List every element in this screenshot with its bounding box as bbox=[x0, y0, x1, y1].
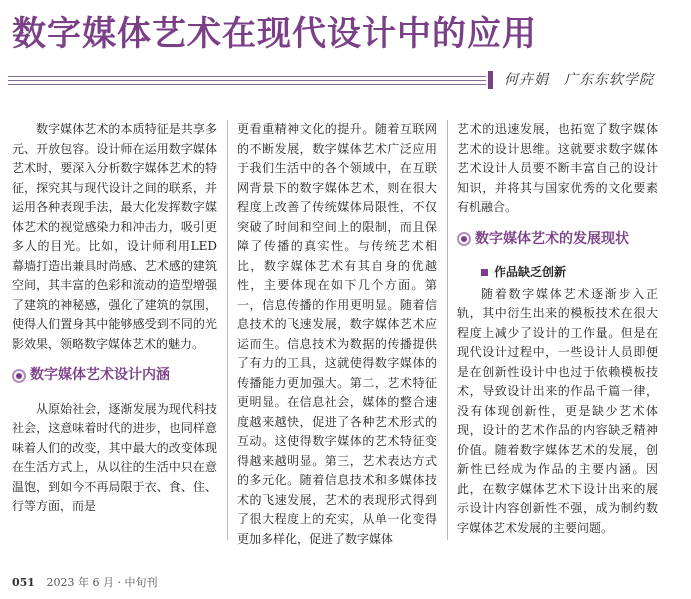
body-paragraph: 数字媒体艺术的本质特征是共享多元、开放包容。设计师在运用数字媒体艺术时，要深入分析数字媒体艺术的特征，探究其与现代设计之间的联系，并运用各种表现手法，最大化发挥数字媒体艺术的视觉感染力和冲击力，吸引更多人的目光。比如，设计师利用LED幕墙打造出兼具时尚感、艺术感的建筑空间，其丰富的色彩和流动的造型增强了建筑的神秘感，强化了建筑的氛围，使得人们置身其中能够感受到不同的光影效果，领略数字媒体艺术的魅力。 bbox=[12, 122, 217, 351]
body-paragraph: 随着数字媒体艺术逐渐步入正轨，其中衍生出来的模板技术在很大程度上减少了设计的工作量。但是在现代设计过程中，一些设计人员即便是在创新性设计中也过于依赖模板技术，导致设计出来的作品千篇一律，没有体现创新性，更是缺少艺术体现，设计的艺术作品的内容缺乏精神价值。随着数字媒体艺术的发展，创新性已经成为作品的主要内涵。因此，在数字媒体艺术下设计出来的展示设计内容创新性不强，成为制约数字媒体艺术发展的主要问题。 bbox=[457, 286, 658, 535]
column-1 bbox=[12, 120, 217, 560]
header-rule bbox=[8, 80, 486, 81]
page-number: 051 bbox=[12, 576, 35, 589]
body-paragraph: 更看重精神文化的提升。随着互联网的不断发展，数字媒体艺术广泛应用于我们生活中的各个领域中，在互联网背景下的数字媒体艺术，则在很大程度上改善了传统媒体局限性，不仅突破了时间和空间上的限制，而且保障了传播的真实性。与传统艺术相比，数字媒体艺术有其自身的优越性，主要体现在如下几个方面。第一，信息传播的作用更明显。随着信息技术的飞速发展，数字媒体艺术应运而生。信息技术为数据的传播提供了有力的工具，这就使得数字媒体的传播能力更加强大。第二，艺术特征更明显。在信息社会，媒体的整合速度越来越快，促进了各种艺术形式的互动。这使得数字媒体的艺术特征变得越来越明显。第三，艺术表达方式的多元化。随着信息技术和多媒体技术的飞速发展，艺术的表现形式得到了很大程度上的充实，从单一化变得更加多样化，促进了数字媒体 bbox=[237, 122, 437, 546]
author-line: 何卉娟 广东东软学院 bbox=[504, 72, 654, 88]
section-heading bbox=[12, 366, 217, 386]
section-heading-text: 数字媒体艺术的发展现状 bbox=[475, 230, 629, 247]
section-bullet-icon bbox=[457, 232, 471, 246]
square-bullet-icon bbox=[481, 269, 488, 276]
column-divider bbox=[227, 120, 228, 540]
column-3 bbox=[457, 120, 658, 560]
column-2 bbox=[237, 120, 437, 560]
author-marker bbox=[488, 71, 493, 89]
header-rule bbox=[8, 84, 486, 85]
body-paragraph: 从原始社会，逐渐发展为现代科技社会，这意味着时代的进步，也同样意味着人们的改变，其中最大的改变体现在生活方式上，从以往的生活中只在意温饱，到如今不再局限于衣、食、住、行等方面，而是 bbox=[12, 401, 217, 513]
author-bar bbox=[8, 68, 680, 92]
page-footer bbox=[12, 574, 157, 590]
body-paragraph: 艺术的迅速发展，也拓宽了数字媒体艺术的设计思维。这就要求数字媒体艺术设计人员要不断丰富自己的设计知识，并将其与国家优秀的文化要素有机融合。 bbox=[457, 122, 658, 214]
header-rule bbox=[8, 76, 486, 77]
section-bullet-icon bbox=[12, 369, 26, 383]
subsection-heading-text: 作品缺乏创新 bbox=[494, 265, 567, 279]
section-heading bbox=[457, 230, 658, 250]
article-title: 数字媒体艺术在现代设计中的应用 bbox=[12, 14, 537, 54]
issue-info: 2023 年 6 月 · 中旬刊 bbox=[46, 576, 158, 589]
section-heading-text: 数字媒体艺术设计内涵 bbox=[30, 367, 170, 383]
subsection-heading bbox=[481, 263, 658, 283]
column-divider bbox=[447, 120, 448, 540]
